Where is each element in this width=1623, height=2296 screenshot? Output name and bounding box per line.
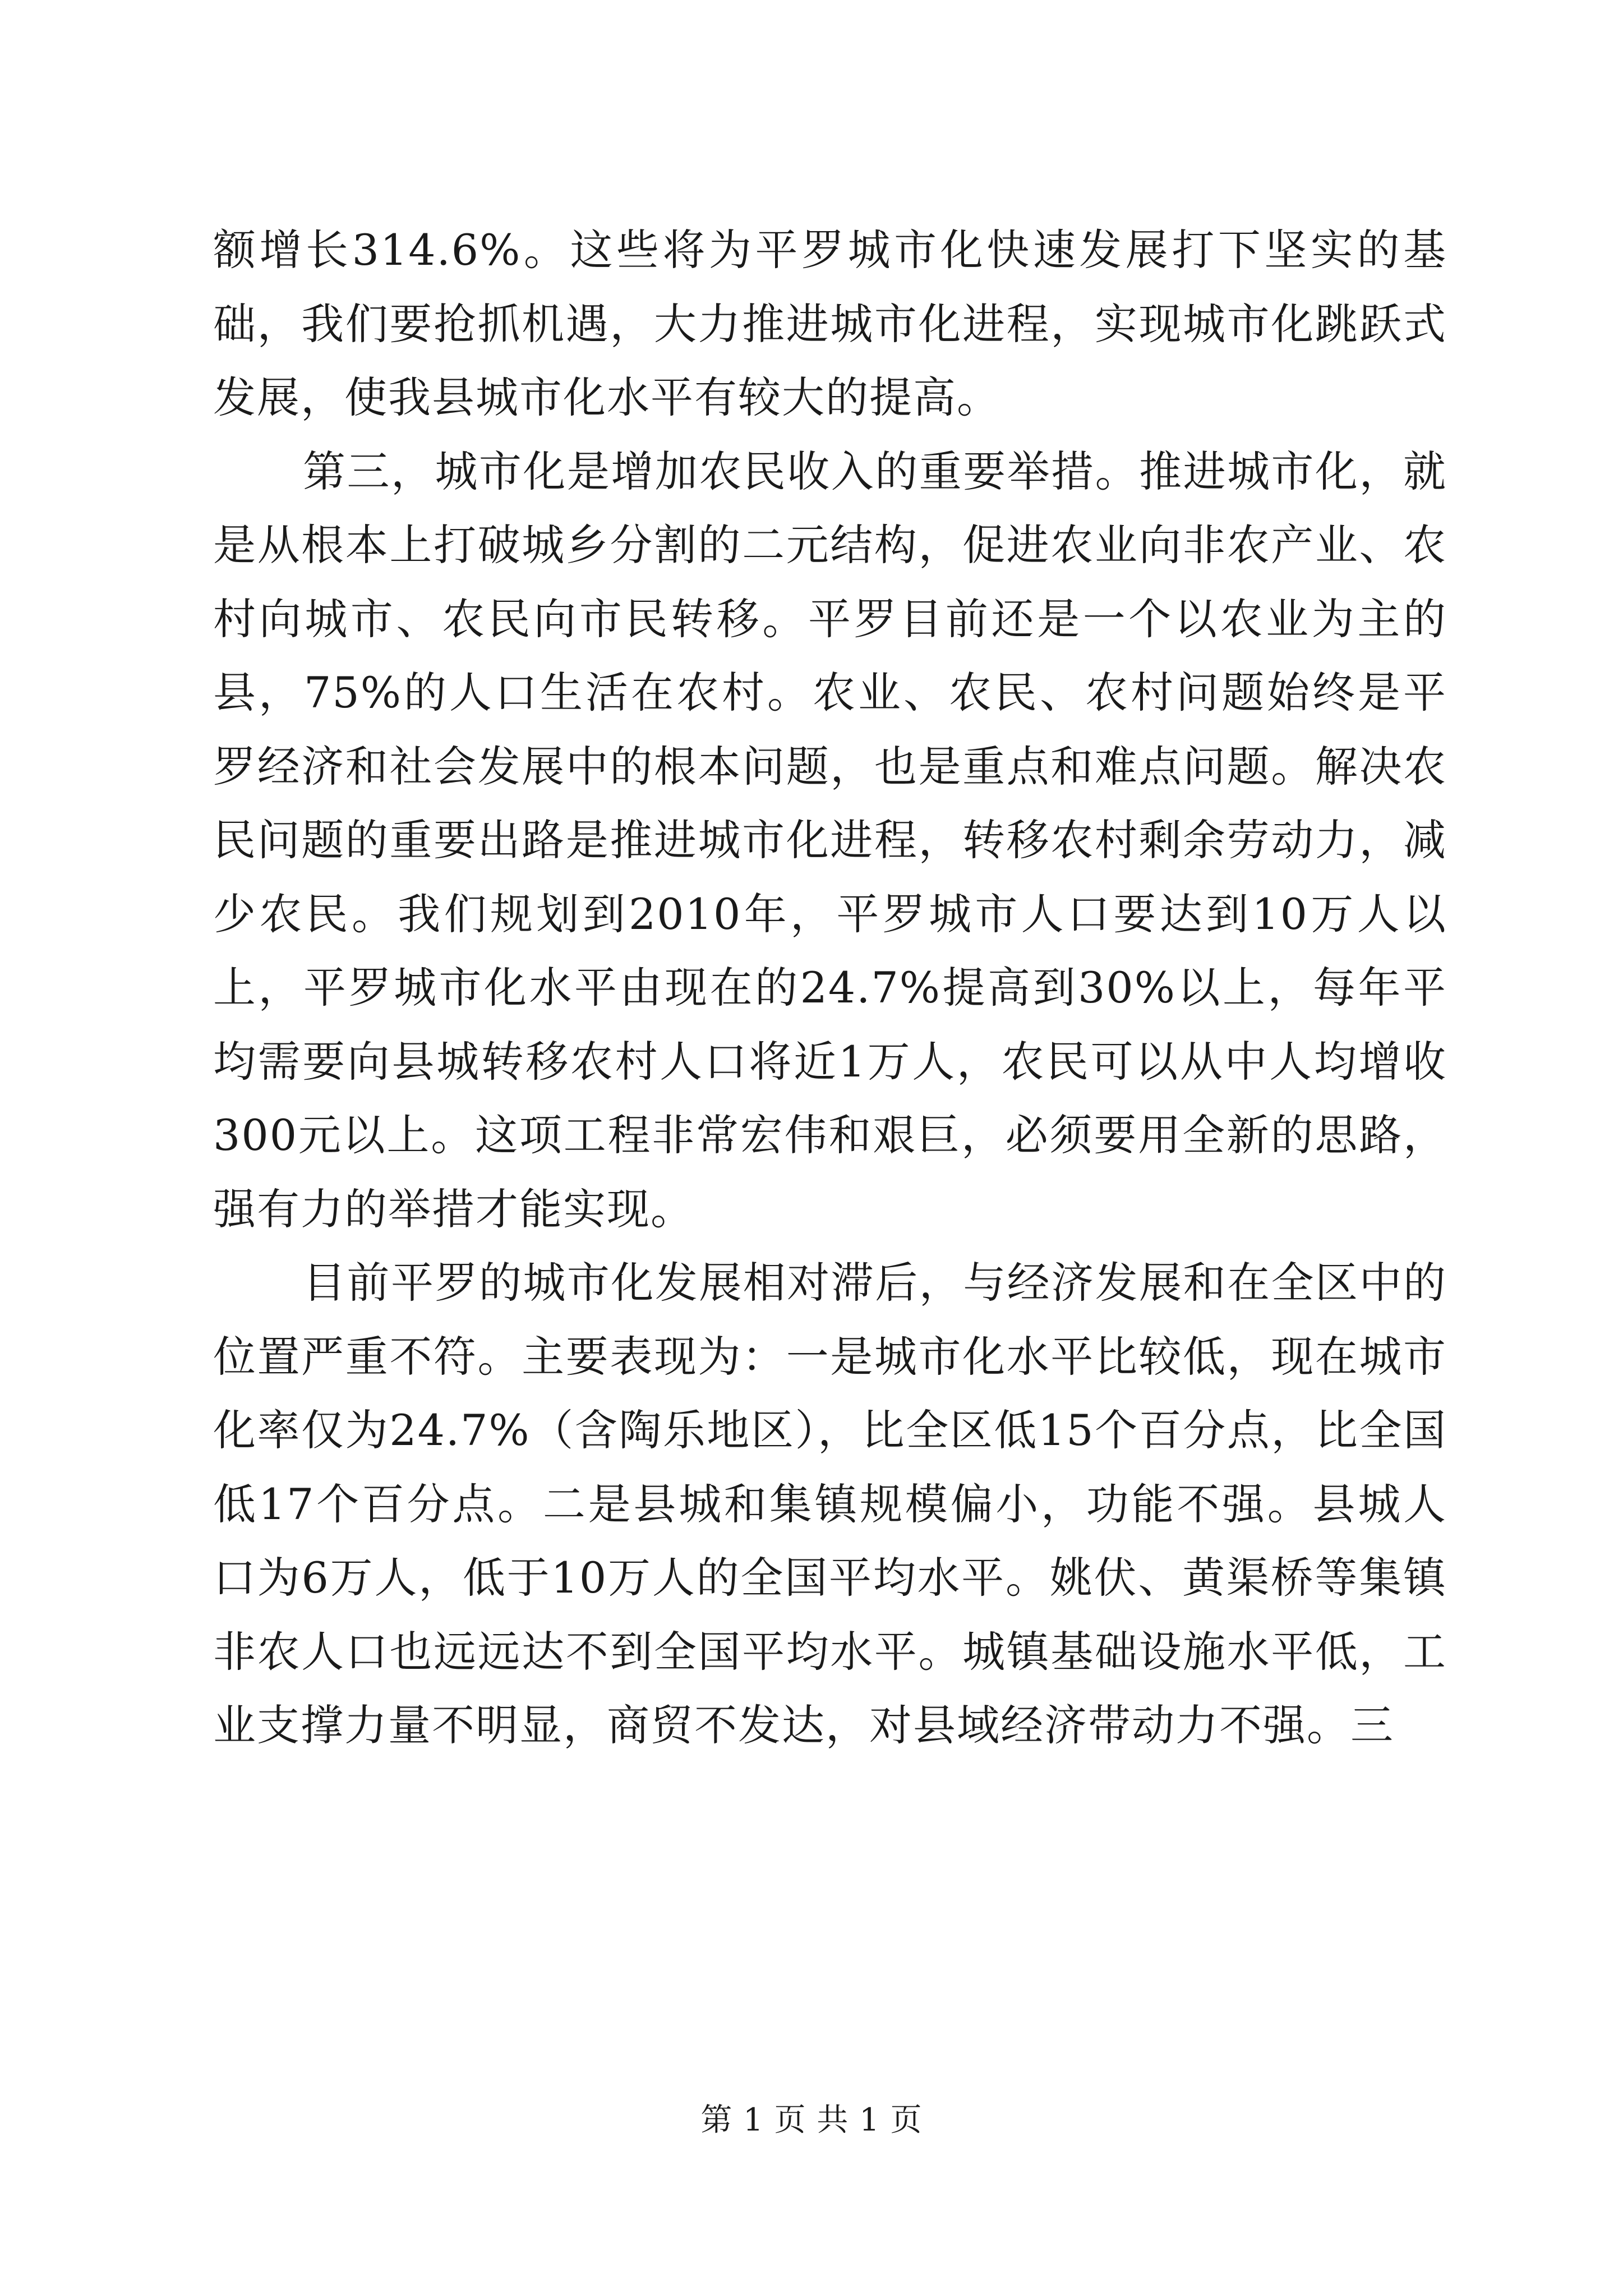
page-footer [0,2101,1623,2140]
paragraph-current-status: 目前平罗的城市化发展相对滞后，与经济发展和在全区中的位置严重不符。主要表现为：一是城市化水平比较低，现在城市化率仅为24.7%（含陶乐地区），比全区低15个百分点，比全国低17个百分点。二是县城和集镇规模偏小，功能不强。县城人口为6万人，低于10万人的全国平均水平。姚伏、黄渠桥等集镇非农人口也远远达不到全国平均水平。城镇基础设施水平低，工业支撑力量不明显，商贸不发达，对县域经济带动力不强。三 [213,1258,1447,1750]
page-body [213,213,1447,1763]
paragraph-third-point: 第三，城市化是增加农民收入的重要举措。推进城市化，就是从根本上打破城乡分割的二元结构，促进农业向非农产业、农村向城市、农民向市民转移。平罗目前还是一个以农业为主的县，75%的人口生活在农村。农业、农民、农村问题始终是平罗经济和社会发展中的根本问题，也是重点和难点问题。解决农民问题的重要出路是推进城市化进程，转移农村剩余劳动力，减少农民。我们规划到2010年，平罗城市人口要达到10万人以上，平罗城市化水平由现在的24.7%提高到30%以上，每年平均需要向县城转移农村人口将近1万人，农民可以从中人均增收300元以上。这项工程非常宏伟和艰巨，必须要用全新的思路，强有力的举措才能实现。 [213,446,1447,1234]
paragraph-continuation: 额增长314.6%。这些将为平罗城市化快速发展打下坚实的基础，我们要抢抓机遇，大力推进城市化进程，实现城市化跳跃式发展，使我县城市化水平有较大的提高。 [213,225,1447,422]
page-number-label: 第 1 页 共 1 页 [700,2102,923,2138]
